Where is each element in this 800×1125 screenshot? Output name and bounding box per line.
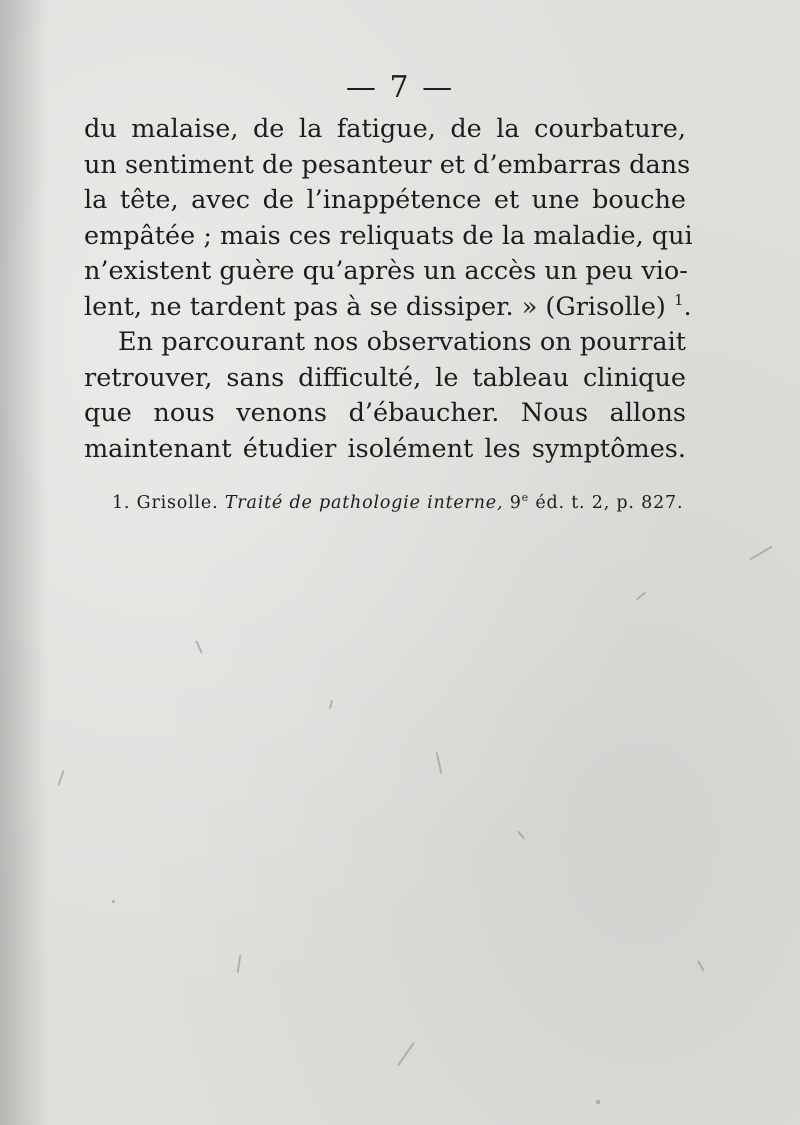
footnote-edition-number: 9 (509, 493, 522, 513)
text-line: retrouver, sans difficulté, le tableau clinique (84, 362, 686, 393)
text-line: empâtée ; mais ces reliquats de la maladie, qui (84, 220, 693, 251)
paper-fleck (237, 955, 241, 973)
footnote-author: Grisolle. (136, 493, 219, 513)
text-line: que nous venons d’ébaucher. Nous allons (84, 398, 686, 428)
paper-fleck (596, 1100, 600, 1104)
paper-fleck (57, 770, 64, 786)
paper-fleck (397, 1042, 415, 1066)
footnote-edition-superscript: e (521, 491, 529, 504)
text-line: lent, ne tardent pas à se dissiper. » (Grisolle) (84, 291, 666, 322)
text-line: la tête, avec de l’inappétence et une bouche (84, 185, 686, 215)
paper-fleck (329, 700, 333, 709)
paper-fleck (517, 831, 525, 840)
paper-fleck (112, 900, 115, 903)
footnote-reference-period: . (683, 291, 692, 322)
footnote (112, 493, 692, 513)
paper-fleck (636, 591, 646, 600)
footnote-reference: 1 (673, 290, 684, 309)
paper-fleck (749, 546, 773, 561)
text-line: n’existent guère qu’après un accès un peu vio- (84, 256, 688, 286)
footnote-rest: éd. t. 2, p. 827. (535, 493, 684, 513)
paragraph-first-line: En parcourant nos observations on pourrait (118, 327, 686, 357)
footnote-title: Traité de pathologie interne, (224, 493, 504, 513)
footnote-number: 1. (112, 493, 131, 513)
paper-fleck (436, 752, 443, 774)
text-line: maintenant étudier isolément les symptômes. (84, 433, 686, 464)
page-gutter-shadow (0, 0, 48, 1125)
body-text (84, 112, 693, 467)
page-number: — 7 — (345, 70, 455, 105)
text-line-with-footnote (84, 290, 692, 326)
text-line: un sentiment de pesanteur et d’embarras dans (84, 149, 691, 180)
paper-fleck (697, 960, 705, 971)
text-line: du malaise, de la fatigue, de la courbature, (84, 114, 686, 144)
paper-fleck (195, 640, 203, 654)
